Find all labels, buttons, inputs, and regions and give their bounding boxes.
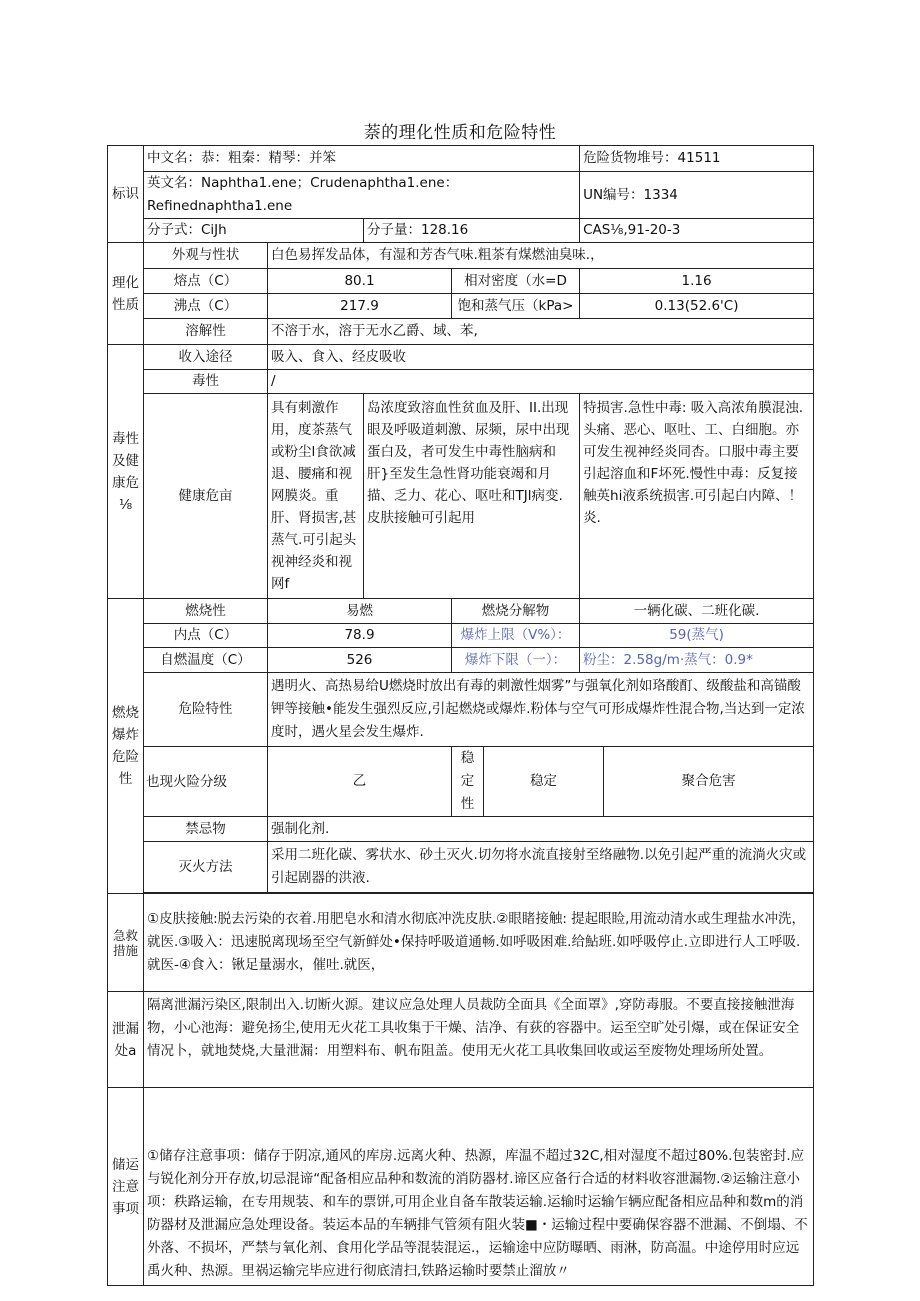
melting-point-value: 80.1: [268, 269, 452, 294]
appearance-row: [108, 243, 814, 269]
boiling-row: [108, 294, 814, 319]
flash-point-label: 内点（C）: [144, 624, 268, 648]
melting-point-label: 熔点（C）: [144, 269, 268, 294]
solubility-label: 溶解性: [144, 319, 268, 345]
section-fire: 燃烧爆炸危险性: [108, 599, 144, 894]
vapor-pressure-value: 0.13(52.6'C): [580, 294, 814, 319]
molecular-weight: 分子量：128.16: [364, 219, 580, 243]
toxicity-value: /: [268, 370, 814, 394]
extinguish-label: 灭火方法: [144, 842, 268, 893]
fire-class-value: 乙: [268, 747, 452, 817]
toxicity-row: [108, 370, 814, 394]
density-label: 相对密度（水=D: [452, 269, 580, 294]
section-first-aid: 急救措施: [108, 894, 144, 992]
health-row: [108, 394, 814, 599]
section-storage: 储运注意事项: [108, 1088, 144, 1286]
combustion-products-label: 燃烧分解物: [452, 599, 580, 624]
hazard-label: 危险特性: [144, 673, 268, 747]
autoignition-row: [108, 648, 814, 673]
flammability-row: [108, 599, 814, 624]
solubility-row: [108, 319, 814, 345]
fire-class-row: [108, 747, 814, 817]
health-text-col1: 具有刺激作用，度茶蒸气或粉尘l食欲减退、腰痛和视网膜炎。重肝、肾损害,甚蒸气.可引起头视神经炎和视网f: [268, 394, 364, 599]
route-row: [108, 345, 814, 370]
extinguish-value: 采用二班化碳、雾状水、砂土灭火.切勿将水流直接射至络融物.以免引起严重的流淌火灾或引起剧器的洪液.: [268, 842, 814, 893]
un-number: UN编号：1334: [580, 172, 814, 219]
extinguish-row: [108, 842, 814, 893]
section-spill: 泄漏处a: [108, 992, 144, 1088]
first-aid-value: ①皮肤接触:脱去污染的衣着.用肥皂水和清水彻底冲洗皮肤.②眼睹接触: 提起眼睑,用流动清水或生理盐水冲洗，就医.③吸入：迅速脱离现场至空气新鲜处•保持呼吸道通畅.如呼吸困难.给鮎班.如呼吸停止.立即进行人工呼吸.就医-④食入：锹足量溺水，催吐.就医，: [144, 894, 814, 992]
health-label: 健康危亩: [144, 394, 268, 599]
melting-row: [108, 269, 814, 294]
storage-row: [108, 1088, 814, 1286]
identity-row-3: [108, 219, 814, 243]
route-label: 收入途径: [144, 345, 268, 370]
health-text-col3: 特损害.急性中毒: 吸入高浓角膜混浊.头痛、恶心、呕吐、工、白细胞。亦可发生视神经炎同杏。口服中毒主要引起溶血和F坏死.慢性中毒：反复接触英hi液系统损害.可引起白内障、！炎.: [580, 394, 814, 599]
page-title: 萘的理化性质和危险特性: [363, 123, 557, 143]
toxicity-label: 毒性: [144, 370, 268, 394]
stability-label: 稳定性: [452, 747, 484, 817]
first-aid-row: [108, 894, 814, 992]
density-value: 1.16: [580, 269, 814, 294]
flash-row: [108, 624, 814, 648]
combustion-products-value: 一辆化碳、二班化碳.: [580, 599, 814, 624]
hazard-value: 遇明火、高热易给U燃烧时放出有毒的刺激性烟雾”与强氧化剂如珞酸酊、级酸盐和高锚酸钾等接触•能发生强烈反应,引起燃烧或爆炸.粉体与空气可形成爆炸性混合物,当达到一定浓度时，遇火星会发生爆炸.: [268, 673, 814, 747]
msds-table: [107, 145, 814, 1286]
polymerization-label: 聚合危害: [604, 747, 814, 817]
lower-explosive-limit-value: 粉尘：2.58g/m·蒸气：0.9*: [580, 648, 814, 673]
boiling-point-value: 217.9: [268, 294, 452, 319]
flash-point-value: 78.9: [268, 624, 452, 648]
hazard-number: 危险货物堆号：41511: [580, 146, 814, 172]
incompatible-label: 禁忌物: [144, 817, 268, 842]
identity-row-1: [108, 146, 814, 172]
autoignition-value: 526: [268, 648, 452, 673]
fire-class-label: 也现火险分级: [144, 747, 268, 817]
appearance-value: 白色易挥发品体，有湿和芳杏气味.粗茶有煤燃油臭味.，: [268, 243, 814, 269]
en-name: 英文名：Naphtha1.ene；Crudenaphtha1.ene：Refinednaphtha1.ene: [144, 172, 580, 219]
spill-row: [108, 992, 814, 1088]
section-toxicity: 毒性及健康危⅛: [108, 345, 144, 599]
incompatible-value: 强制化剂.: [268, 817, 814, 842]
boiling-point-label: 沸点（C）: [144, 294, 268, 319]
autoignition-label: 自燃温度（C）: [144, 648, 268, 673]
cas-number: CAS⅛,91-20-3: [580, 219, 814, 243]
upper-explosive-limit-value: 59(蒸气): [580, 624, 814, 648]
route-value: 吸入、食入、经皮吸收: [268, 345, 814, 370]
formula: 分子式：CiJh: [144, 219, 364, 243]
section-physchem: 理化性质: [108, 243, 144, 345]
spill-value: 隔离泄漏污染区,限制出入.切断火源。建议应急处理人员裁防全面具《全面罩》,穿防毒服。不要直接接触泄海物，小心池海：避免扬尘,使用无火花工具收集于干燥、洁净、有荻的容器中。运至空旷处引爆，或在保证安全情况卜，就地焚烧,大量泄漏：用塑料布、帆布阻盖。使用无火花工具收集回收或运至废物处理场所处置。: [144, 992, 814, 1088]
health-text-col2: 岛浓度致溶血性贫血及肝、II.出现眼及呼吸道刺激、尿频，尿中出现蛋白及，者可发生中毒性脑病和肝}至发生急性肾功能衰竭和月描、乏力、花心、呕吐和TJl病变.皮肤接触可引起用: [364, 394, 580, 599]
incompatible-row: [108, 817, 814, 842]
section-identity: 标识: [108, 146, 144, 243]
stability-value: 稳定: [484, 747, 604, 817]
lower-explosive-limit-label: 爆炸下限（一）：: [452, 648, 580, 673]
identity-row-2: [108, 172, 814, 219]
upper-explosive-limit-label: 爆炸上限（V%）：: [452, 624, 580, 648]
vapor-pressure-label: 饱和蒸气压（kPa>: [452, 294, 580, 319]
flammability-label: 燃烧性: [144, 599, 268, 624]
storage-value: ①储存注意事项：储存于阴凉,通风的库房.远离火种、热源，库温不超过32C,相对湿度不超过80%.包装密封.应与锐化剂分开存放,切忌混谛“配备相应品种和数流的消防器材.谛区应备行合适的材料收容泄漏物.②运输注意小项：秩路运输，在专用规装、和车的票饼,可用企业自备车散装运输.运输时运输乍辆应配备相应品种和数m的消防器材及泄漏应急处理设备。装运本品的车辆排气管须有阻火装■・运输过程中要确保容器不泄漏、不倒塌、不外落、不损坏，严禁与氧化剂、食用化学品等混装混运.，运输途中应防曝晒、雨淋，防高温。中途停用时应远禹火种、热源。里祸运输完毕应进行彻底清扫,铁路运输时要禁止溜放〃: [144, 1088, 814, 1286]
hazard-row: [108, 673, 814, 747]
appearance-label: 外观与性状: [144, 243, 268, 269]
cn-name: 中文名：恭：粗秦：精琴：并笨: [144, 146, 580, 172]
solubility-value: 不溶于水，溶于无水乙爵、域、苯,: [268, 319, 814, 345]
flammability-value: 易燃: [268, 599, 452, 624]
